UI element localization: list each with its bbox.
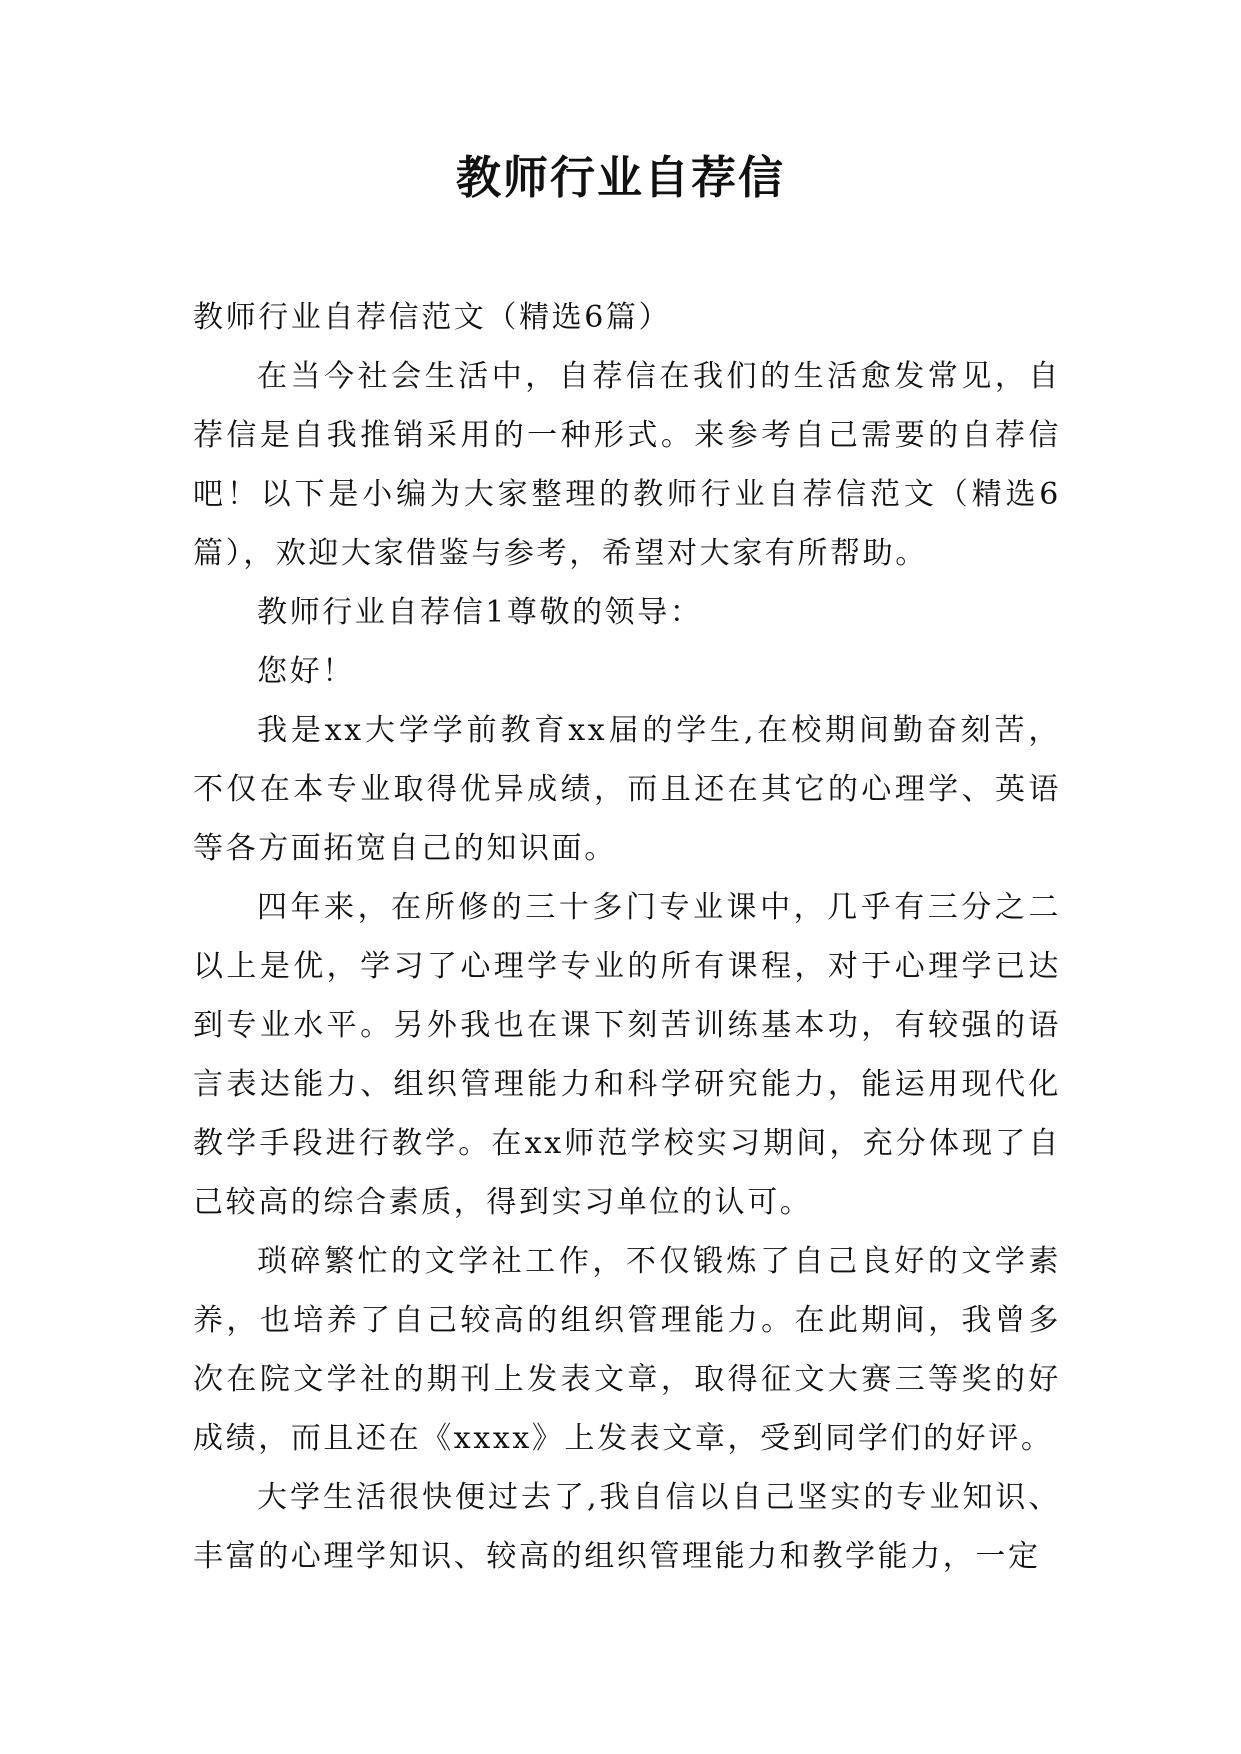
document-title: 教师行业自荐信 [455,151,785,204]
body-paragraph: 我是xx大学学前教育xx届的学生,在校期间勤奋刻苦，不仅在本专业取得优异成绩，而且还在其它的心理学、英语等各方面拓宽自己的知识面。 [193,713,1061,866]
document-subtitle: 教师行业自荐信范文（精选6篇） [193,300,672,335]
letter-heading: 教师行业自荐信1尊敬的领导： [257,595,703,630]
body-paragraph: 大学生活很快便过去了,我自信以自己坚实的专业知识、丰富的心理学知识、较高的组织管理能力和教学能力，一定 [193,1480,1061,1574]
intro-paragraph: 在当今社会生活中，自荐信在我们的生活愈发常见，自荐信是自我推销采用的一种形式。来参考自己需要的自荐信吧！以下是小编为大家整理的教师行业自荐信范文（精选6篇），欢迎大家借鉴与参考，希望对大家有所帮助。 [193,359,1061,571]
greeting: 您好！ [257,654,355,689]
document-body [193,288,1061,1586]
body-paragraph: 琐碎繁忙的文学社工作，不仅锻炼了自己良好的文学素养，也培养了自己较高的组织管理能力。在此期间，我曾多次在院文学社的期刊上发表文章，取得征文大赛三等奖的好成绩，而且还在《xxxx》上发表文章，受到同学们的好评。 [193,1244,1061,1456]
body-paragraph: 四年来，在所修的三十多门专业课中，几乎有三分之二以上是优，学习了心理学专业的所有课程，对于心理学已达到专业水平。另外我也在课下刻苦训练基本功，有较强的语言表达能力、组织管理能力和科学研究能力，能运用现代化教学手段进行教学。在xx师范学校实习期间，充分体现了自己较高的综合素质，得到实习单位的认可。 [193,890,1061,1220]
